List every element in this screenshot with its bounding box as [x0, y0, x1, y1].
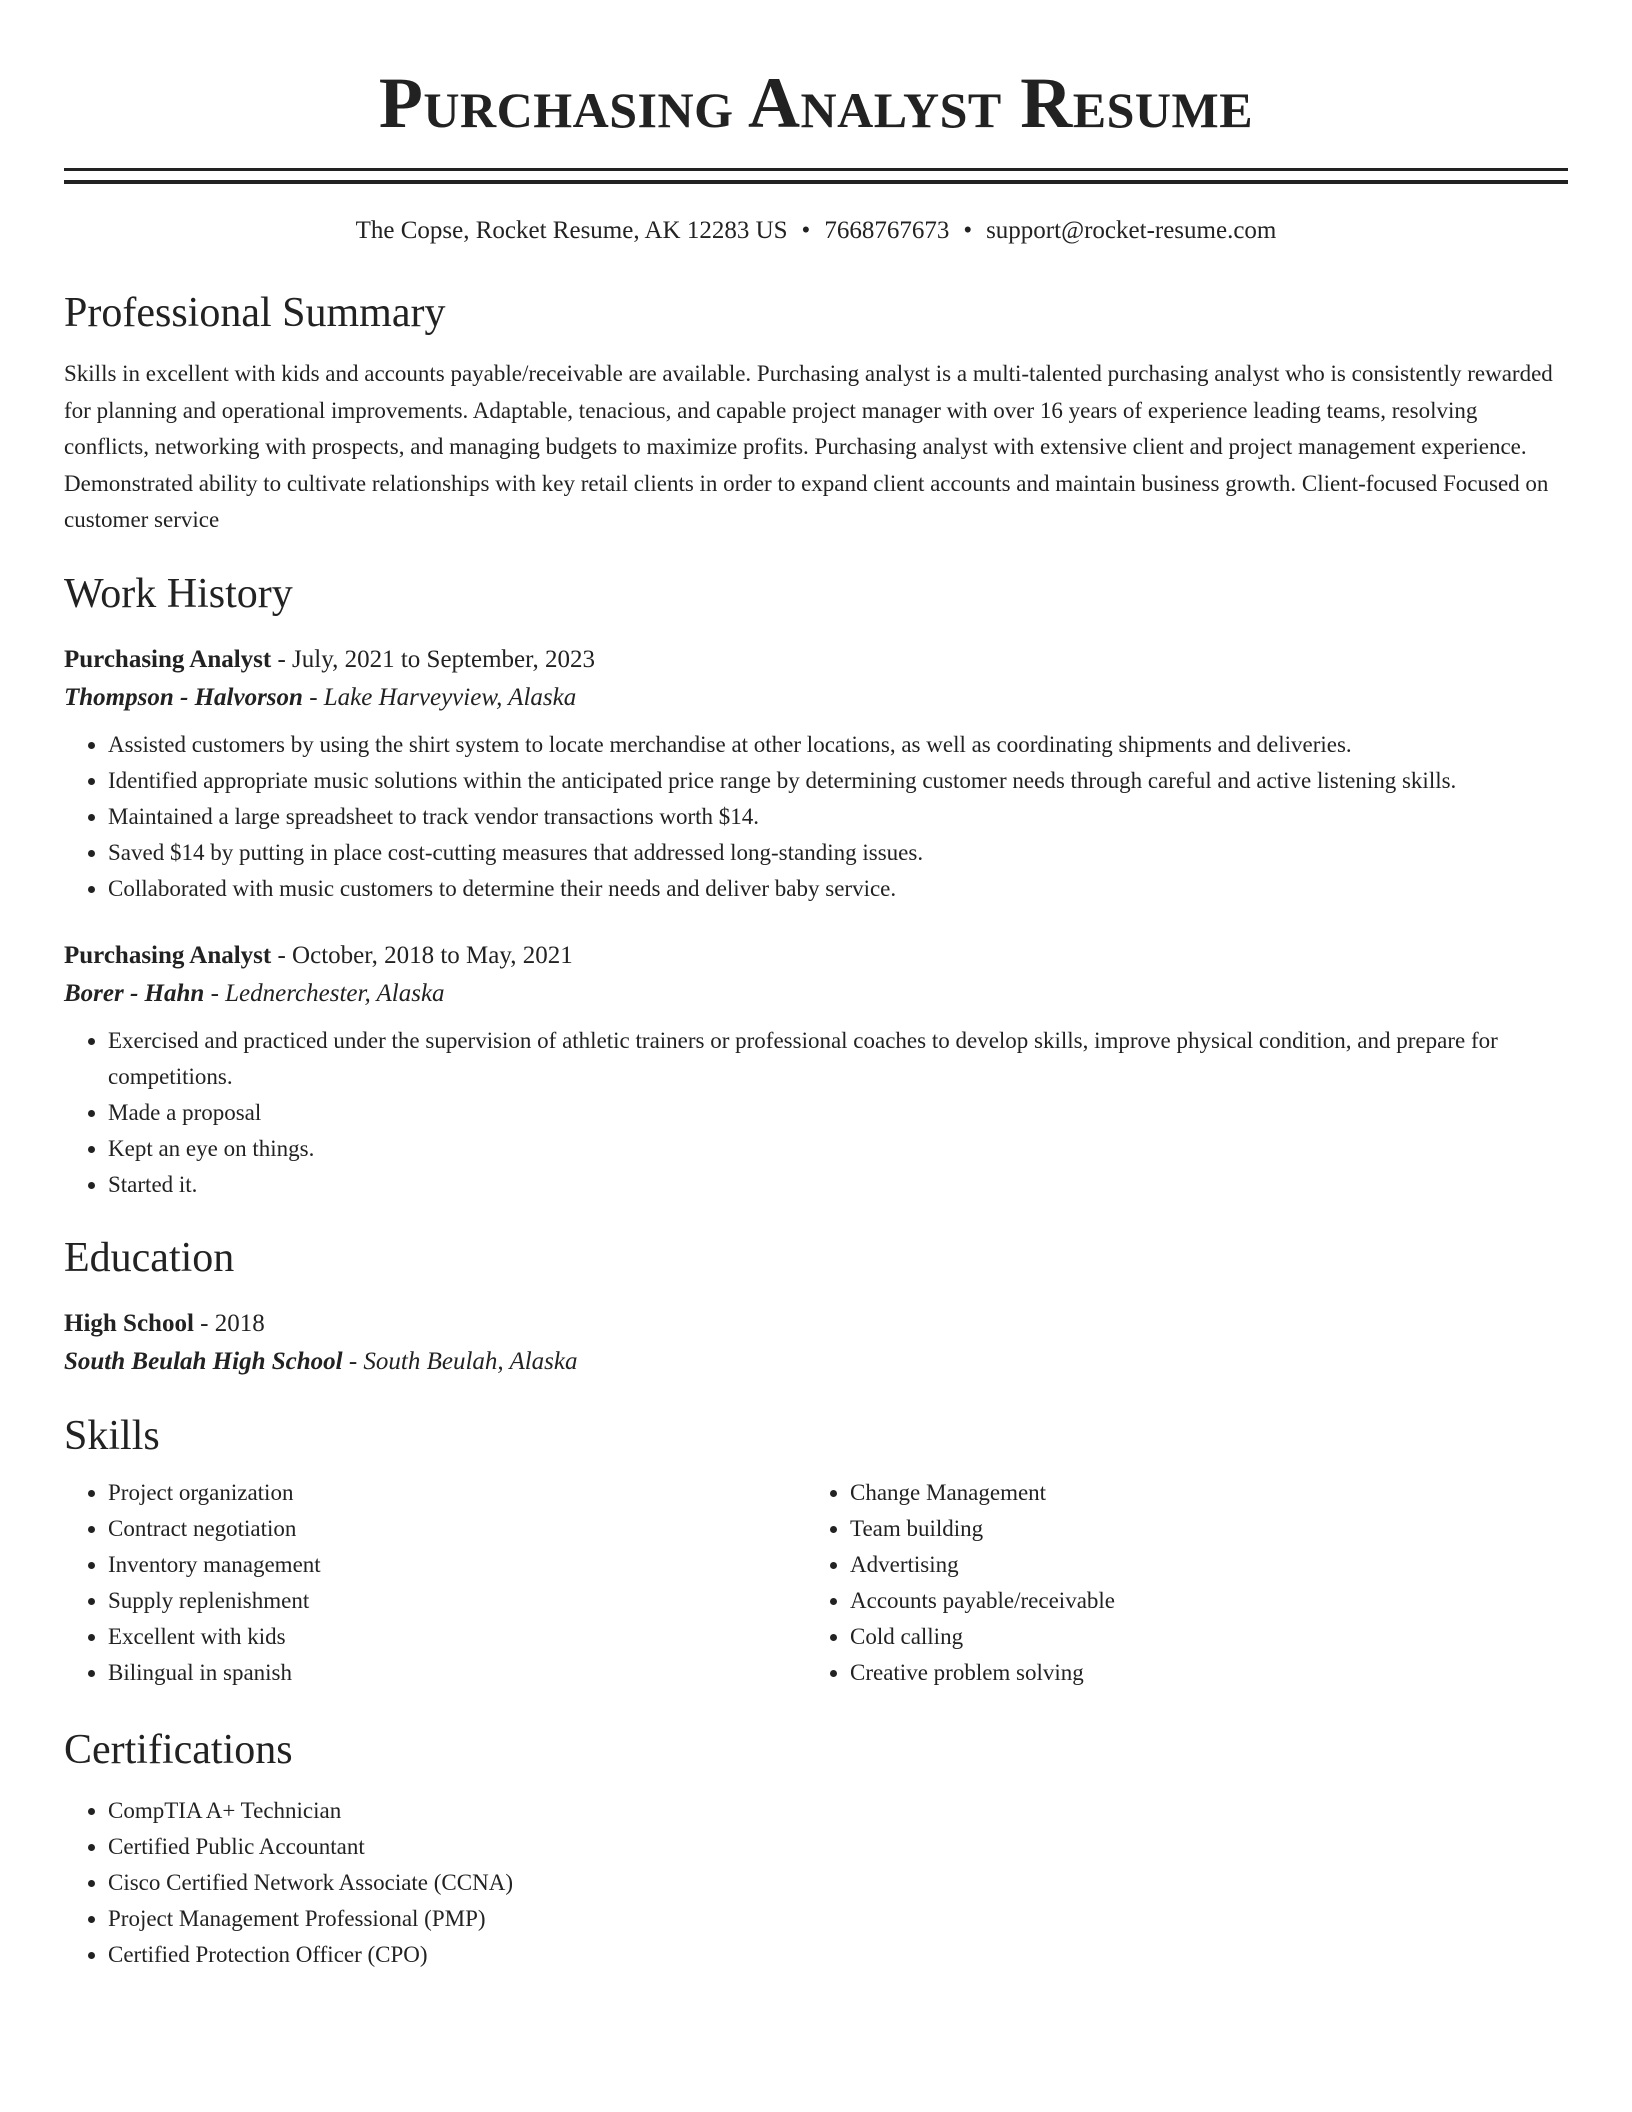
- list-item: • Inventory management: [108, 1547, 806, 1583]
- list-item: • Started it.: [108, 1167, 1568, 1203]
- contact-phone: 7668767673: [824, 217, 950, 244]
- list-item: • Identified appropriate music solutions within the anticipated price range by determining customer needs through careful and active listening skills.: [108, 763, 1568, 799]
- certifications-list: [64, 1793, 1568, 1973]
- contact-separator: •: [801, 217, 811, 244]
- education-school: South Beulah High School: [64, 1347, 343, 1375]
- job-bullets: [64, 727, 1568, 907]
- list-item: • Project organization: [108, 1475, 806, 1511]
- list-item: • Exercised and practiced under the supervision of athletic trainers or professional coaches to develop skills, improve physical condition, and prepare for competitions.: [108, 1023, 1568, 1095]
- list-item: • Collaborated with music customers to determine their needs and deliver baby service.: [108, 871, 1568, 907]
- list-item: • Bilingual in spanish: [108, 1655, 806, 1691]
- list-item: • Saved $14 by putting in place cost-cutting measures that addressed long-standing issues.: [108, 835, 1568, 871]
- list-item: • Excellent with kids: [108, 1619, 806, 1655]
- resume-title: Purchasing Analyst Resume: [378, 63, 1254, 143]
- list-item: • Accounts payable/receivable: [850, 1583, 1548, 1619]
- skills-heading: Skills: [64, 1412, 160, 1459]
- list-item: • Project Management Professional (PMP): [108, 1901, 1568, 1937]
- list-item: • Change Management: [850, 1475, 1548, 1511]
- job-entry: [64, 937, 1568, 1203]
- list-item: • Advertising: [850, 1547, 1548, 1583]
- education-year: - 2018: [193, 1309, 265, 1337]
- list-item: • CompTIA A+ Technician: [108, 1793, 1568, 1829]
- work-history-heading: Work History: [64, 570, 293, 617]
- contact-address: The Copse, Rocket Resume, AK 12283 US: [355, 217, 788, 244]
- list-item: • Cisco Certified Network Associate (CCNA): [108, 1865, 1568, 1901]
- list-item: • Maintained a large spreadsheet to track vendor transactions worth $14.: [108, 799, 1568, 835]
- list-item: • Made a proposal: [108, 1095, 1568, 1131]
- list-item: • Certified Protection Officer (CPO): [108, 1937, 1568, 1973]
- job-company-line: [64, 975, 1568, 1013]
- list-item: • Cold calling: [850, 1619, 1548, 1655]
- list-item: • Kept an eye on things.: [108, 1131, 1568, 1167]
- contact-separator: •: [963, 217, 973, 244]
- job-dates: - July, 2021 to September, 2023: [271, 645, 595, 673]
- list-item: • Assisted customers by using the shirt system to locate merchandise at other locations, as well as coordinating shipments and deliveries.: [108, 727, 1568, 763]
- education-location: - South Beulah, Alaska: [342, 1347, 578, 1375]
- summary-heading: Professional Summary: [64, 290, 446, 336]
- education-school-line: [64, 1343, 1568, 1381]
- job-title: Purchasing Analyst: [64, 941, 272, 969]
- skills-right-column: [806, 1475, 1548, 1691]
- contact-email: support@rocket-resume.com: [986, 217, 1277, 244]
- job-bullets: [64, 1023, 1568, 1203]
- list-item: • Creative problem solving: [850, 1655, 1548, 1691]
- education-heading: Education: [64, 1234, 235, 1281]
- list-item: • Certified Public Accountant: [108, 1829, 1568, 1865]
- job-location: - Lednerchester, Alaska: [204, 979, 445, 1007]
- job-entry: [64, 641, 1568, 907]
- skills-left-column: [64, 1475, 806, 1691]
- job-company-line: [64, 679, 1568, 717]
- education-degree: High School: [64, 1309, 194, 1337]
- list-item: • Supply replenishment: [108, 1583, 806, 1619]
- education-degree-line: [64, 1305, 1568, 1343]
- job-company: Borer - Hahn: [64, 979, 205, 1007]
- list-item: • Contract negotiation: [108, 1511, 806, 1547]
- title-double-rule: [64, 168, 1568, 184]
- skills-columns: [64, 1475, 1568, 1691]
- summary-text: Skills in excellent with kids and accounts payable/receivable are available. Purchasing analyst is a multi-talented purchasing analyst who is consistently rewarded for planning and operational improvements. Adaptable, tenacious, and capable project manager with over 16 years of experience leading teams, resolving conflicts, networking with prospects, and managing budgets to maximize profits. Purchasing analyst with extensive client and project management experience. Demonstrated ability to cultivate relationships with key retail clients in order to expand client accounts and maintain business growth. Client-focused Focused on customer service: [64, 361, 1553, 532]
- job-location: - Lake Harveyview, Alaska: [302, 683, 577, 711]
- contact-line: [64, 214, 1568, 248]
- job-company: Thompson - Halvorson: [64, 683, 303, 711]
- list-item: • Team building: [850, 1511, 1548, 1547]
- job-title: Purchasing Analyst: [64, 645, 272, 673]
- job-dates: - October, 2018 to May, 2021: [271, 941, 573, 969]
- certifications-heading: Certifications: [64, 1726, 293, 1773]
- job-title-line: [64, 937, 1568, 975]
- job-title-line: [64, 641, 1568, 679]
